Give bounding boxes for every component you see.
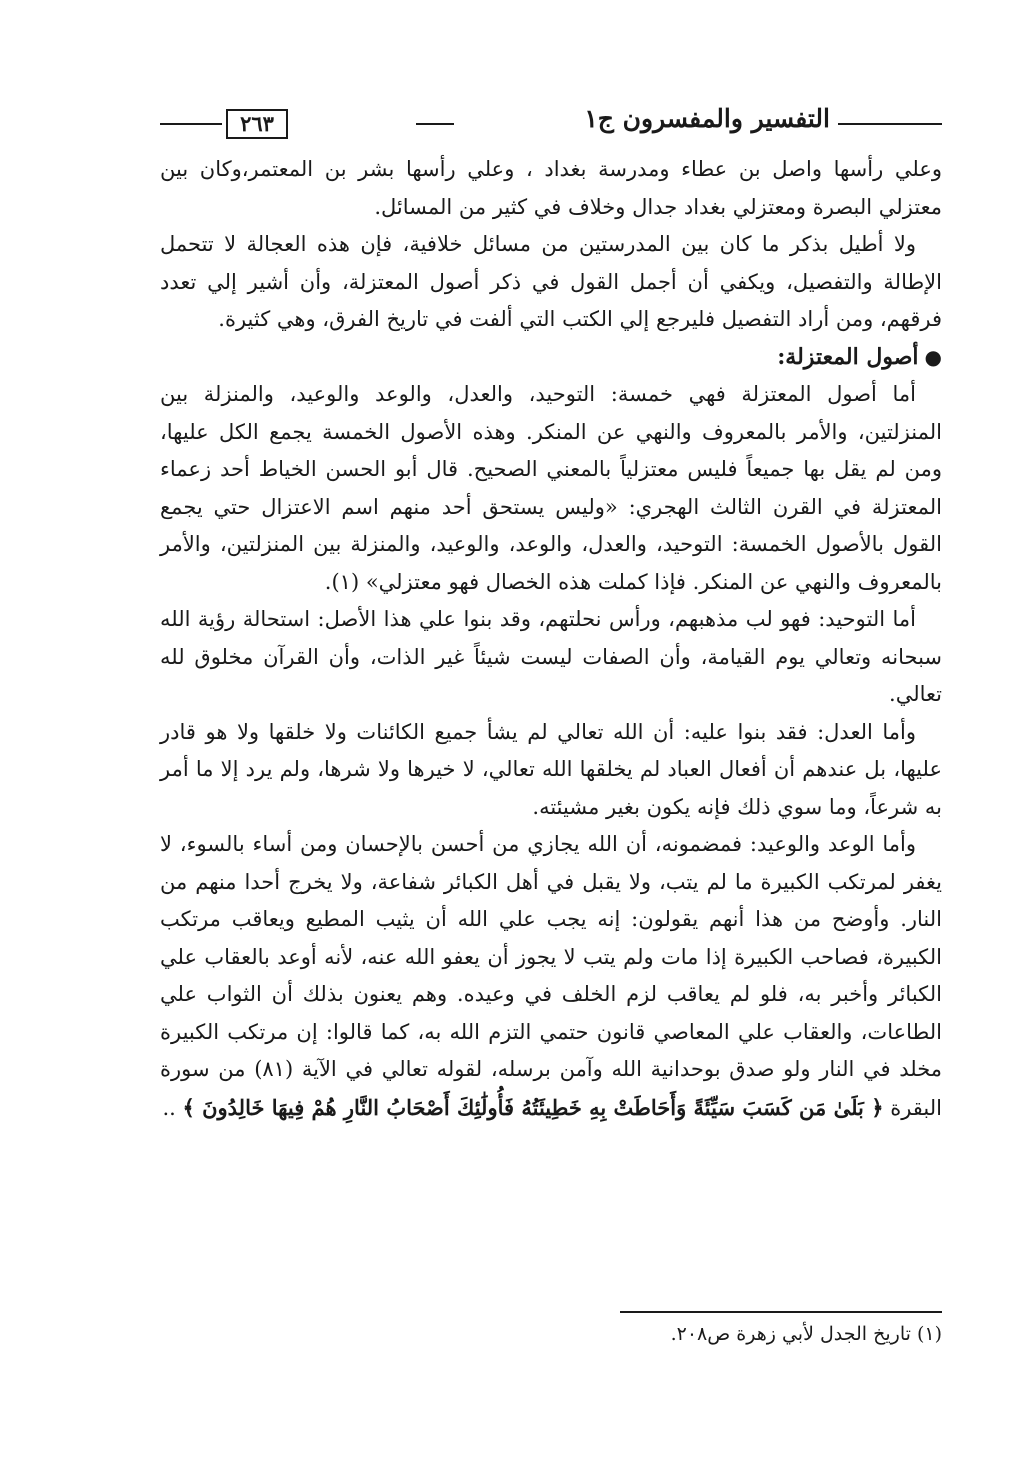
footnote-rule — [620, 1311, 942, 1313]
page-header — [160, 95, 942, 139]
paragraph-ending: .. — [162, 1095, 176, 1120]
paragraph — [160, 826, 942, 1127]
header-rule — [838, 123, 942, 125]
paragraph: وأما العدل: فقد بنوا عليه: أن الله تعالي لم يشأ جميع الكائنات ولا خلقها ولا هو قادر عليها، بل عندهم أن أفعال العباد لم يخلقها الله تعالي، لا خيرها ولا شرها، ولم يرد إلا ما أمر به شرعاً، وما سوي ذلك فإنه يكون بغير مشيئته. — [160, 719, 942, 819]
book-page — [160, 95, 942, 1395]
paragraph: ولا أطيل بذكر ما كان بين المدرستين من مسائل خلافية، فإن هذه العجالة لا تتحمل الإطالة والتفصيل، ويكفي أن أجمل القول في ذكر أصول المعتزلة، وأن أشير إلي تعدد فرقهم، ومن أراد التفصيل فليرجع إلي الكتب التي ألفت في تاريخ الفرق، وهي كثيرة. — [160, 232, 942, 331]
footnote: (١) تاريخ الجدل لأبي زهرة ص٢٠٨. — [670, 1323, 942, 1345]
page-number: ٢٦٣ — [226, 109, 288, 139]
running-title: التفسير والمفسرون ج١ — [584, 104, 830, 133]
paragraph: أما التوحيد: فهو لب مذهبهم، ورأس نحلتهم، وقد بنوا علي هذا الأصل: استحالة رؤية الله سبحانه وتعالي يوم القيامة، وأن الصفات ليست شيئاً غير الذات، وأن القرآن مخلوق لله تعالي. — [160, 607, 942, 706]
quran-verse: ﴿ بَلَىٰ مَن كَسَبَ سَيِّئَةً وَأَحَاطَتْ بِهِ خَطِيئَتُهُ فَأُولَٰئِكَ أَصْحَابُ النَّارِ هُمْ فِيهَا خَالِدُونَ ﴾ — [182, 1094, 884, 1120]
paragraph: أما أصول المعتزلة فهي خمسة: التوحيد، والعدل، والوعد والوعيد، والمنزلة بين المنزلتين، والأمر بالمعروف والنهي عن المنكر. وهذه الأصول الخمسة يجمع الكل عليها، ومن لم يقل بها جميعاً فليس معتزلياً بالمعني الصحيح. قال أبو الحسن الخياط أحد زعماء المعتزلة في القرن الثالث الهجري: «وليس يستحق أحد منهم اسم الاعتزال حتي يجمع القول بالأصول الخمسة: التوحيد، والعدل، والوعد، والوعيد، والمنزلة بين المنزلتين، والأمر بالمعروف والنهي عن المنكر. فإذا كملت هذه الخصال فهو معتزلي» (١). — [160, 382, 942, 594]
body-text — [160, 151, 942, 1127]
bullet-icon: ● — [924, 344, 942, 369]
paragraph: وعلي رأسها واصل بن عطاء ومدرسة بغداد ، وعلي رأسها بشر بن المعتمر،وكان بين معتزلي البصرة ومعتزلي بغداد جدال وخلاف في كثير من المسائل. — [160, 157, 942, 219]
section-heading-text: أصول المعتزلة: — [777, 343, 919, 370]
header-rule — [416, 123, 454, 125]
section-heading — [160, 339, 942, 377]
header-rule — [160, 123, 222, 125]
paragraph-text: وأما الوعد والوعيد: فمضمونه، أن الله يجازي من أحسن بالإحسان ومن أساء بالسوء، لا يغفر لمرتكب الكبيرة ما لم يتب، ولا يقبل في أهل الكبائر شفاعة، ولا يخرج أحدا منهم من النار. وأوضح من هذا أنهم يقولون: إنه يجب علي الله أن يثيب المطيع ويعاقب مرتكب الكبيرة، فصاحب الكبيرة إذا مات ولم يتب لا يجوز أن يعفو الله عنه، لأنه أوعد بالعقاب علي الكبائر وأخبر به، فلو لم يعاقب لزم الخلف في وعيده. وهم يعنون بذلك أن الثواب علي الطاعات، والعقاب علي المعاصي قانون حتمي التزم الله به، كما قالوا: إن مرتكب الكبيرة مخلد في النار ولو صدق بوحدانية الله وآمن برسله، لقوله تعالي في الآية (٨١) من سورة البقرة — [160, 832, 942, 1120]
